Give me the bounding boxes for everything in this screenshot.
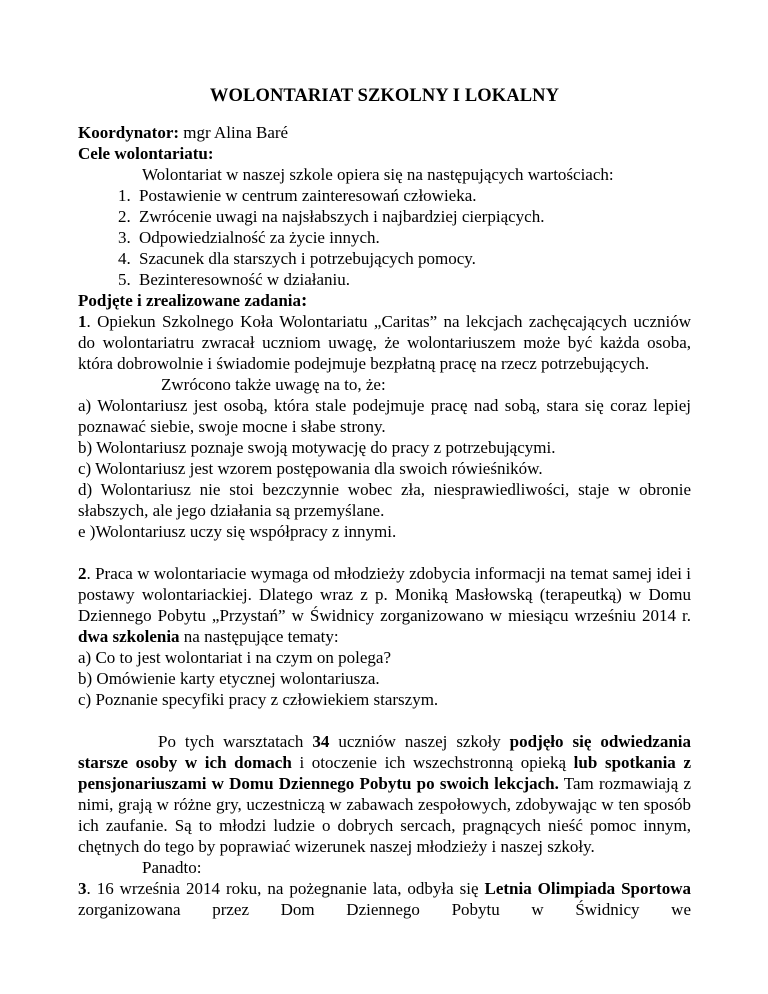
task1-point-d: d) Wolontariusz nie stoi bezczynnie wobec zła, niesprawiedliwości, staje w obronie słabszych, ale jego działania są przemyślane.	[78, 480, 691, 520]
workshops-bold-1: 34	[312, 732, 330, 751]
tasks-heading	[78, 290, 691, 311]
task2-number: 2	[78, 564, 87, 583]
task1-intro: Zwrócono także uwagę na to, że:	[161, 375, 386, 394]
task1-number: 1	[78, 312, 87, 331]
task1-point-b: b) Wolontariusz poznaje swoją motywację do pracy z potrzebującymi.	[78, 438, 556, 457]
task2-text-a: . Praca w wolontariacie wymaga od młodzieży zdobycia informacji na temat samej idei i postawy wolontariackiej. Dlatego wraz z p. Moniką Masłowską (terapeutką) w Domu Dziennego Pobytu „Przystań” w Świdnicy zorganizowano w miesiącu wrześniu 2014 r.	[78, 564, 691, 625]
list-item-text: Bezinteresowność w działaniu.	[139, 270, 351, 289]
task2-point-c: c) Poznanie specyfiki pracy z człowiekiem starszym.	[78, 690, 439, 709]
coordinator-name: mgr Alina Baré	[179, 123, 289, 142]
workshops-text-4: Tam rozmawiają z nimi, grają w różne gry, uczestniczą w zabawach zespołowych, zdobywając w ten sposób ich zaufanie. Są to młodzi ludzie o dobrych sercach, pragnących nieść pomoc innym, chętnych do tego by poprawiać wizerunek naszej młodzieży i naszej szkoły.	[78, 774, 692, 856]
list-item	[78, 227, 691, 248]
task3-bold-1: Letnia Olimpiada Sportowa	[484, 879, 691, 898]
workshops-bold-2: podjęło się odwiedzania starsze osoby w ich domach	[78, 732, 692, 772]
list-item-number: 5.	[118, 270, 131, 289]
task3-text-1: . 16 września 2014 roku, na pożegnanie lata, odbyła się	[86, 879, 485, 898]
paragraph-gap	[78, 542, 691, 563]
list-item-number: 3.	[118, 228, 131, 247]
tasks-heading-text: Podjęte i zrealizowane zadania	[78, 291, 302, 310]
task2-text-b: na następujące tematy:	[179, 627, 339, 646]
goals-list	[78, 185, 691, 290]
task1-paragraph	[78, 311, 691, 374]
list-item-text: Szacunek dla starszych i potrzebujących pomocy.	[139, 249, 476, 268]
workshops-bold-3: lub spotkania z pensjonariuszami w Domu Dziennego Pobytu po swoich lekcjach.	[78, 753, 691, 793]
workshops-text-1: Po tych warsztatach	[158, 732, 313, 751]
list-item-text: Postawienie w centrum zainteresowań człowieka.	[139, 186, 477, 205]
list-item-text: Zwrócenie uwagi na najsłabszych i najbardziej cierpiących.	[139, 207, 545, 226]
list-item	[78, 185, 691, 206]
workshops-paragraph	[78, 731, 691, 857]
goals-heading: Cele wolontariatu:	[78, 144, 214, 163]
list-item	[78, 248, 691, 269]
task3-number: 3	[78, 879, 87, 898]
list-item-number: 4.	[118, 249, 131, 268]
tasks-heading-colon: :	[301, 290, 308, 311]
coordinator-label: Koordynator:	[78, 123, 180, 142]
task1-point-a: a) Wolontariusz jest osobą, która stale podejmuje pracę nad sobą, stara się coraz lepiej poznawać siebie, swoje mocne i słabe strony.	[78, 396, 691, 436]
task1-text: . Opiekun Szkolnego Koła Wolontariatu „Caritas” na lekcjach zachęcających uczniów do wolontariatru zwracał uczniom uwagę, że wolontariuszem może być każda osoba, która dobrowolnie i świadomie podejmuje bezpłatną pracę na rzecz potrzebujących.	[78, 312, 691, 373]
list-item	[78, 206, 691, 227]
document-body	[78, 122, 691, 920]
coordinator-line	[78, 122, 691, 143]
task2-paragraph	[78, 563, 691, 647]
task2-point-a: a) Co to jest wolontariat i na czym on polega?	[78, 648, 391, 667]
task3-paragraph	[78, 878, 691, 920]
document-title: WOLONTARIAT SZKOLNY I LOKALNY	[209, 86, 560, 106]
list-item-number: 2.	[118, 207, 131, 226]
besides-line: Panadto:	[142, 858, 202, 877]
workshops-text-2: uczniów naszej szkoły	[329, 732, 510, 751]
paragraph-gap	[78, 710, 691, 731]
goals-intro: Wolontariat w naszej szkole opiera się na następujących wartościach:	[142, 165, 614, 184]
task1-point-e: e )Wolontariusz uczy się współpracy z innymi.	[78, 522, 397, 541]
task1-point-c: c) Wolontariusz jest wzorem postępowania dla swoich rówieśników.	[78, 459, 543, 478]
list-item-number: 1.	[118, 186, 131, 205]
task2-text-bold: dwa szkolenia	[78, 627, 180, 646]
list-item-text: Odpowiedzialność za życie innych.	[139, 228, 380, 247]
list-item	[78, 269, 691, 290]
task2-point-b: b) Omówienie karty etycznej wolontariusza.	[78, 669, 380, 688]
workshops-text-3: i otoczenie ich wszechstronną opieką	[291, 753, 574, 772]
task3-text-2: zorganizowana przez Dom Dziennego Pobytu w Świdnicy we	[78, 900, 691, 919]
